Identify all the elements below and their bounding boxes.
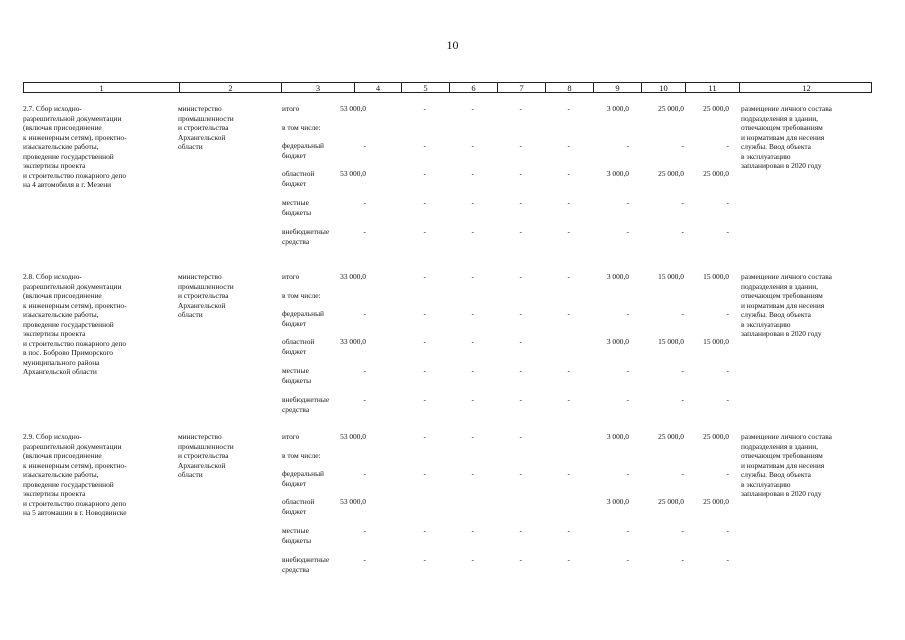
amount-cell: -	[423, 272, 426, 281]
measure-name: 2.8. Сбор исходно- разрешительной документации (включая присоединение к инженерным сетям), проектно- изыскательские работы, проведение государственной экспертизы проекта и строительство пожарного депо в пос. Боброво Приморского муниципального района Архангельской области	[23, 272, 127, 376]
amount-cell: -	[681, 227, 684, 236]
amount-cell: -	[471, 141, 474, 150]
amount-cell: -	[726, 227, 729, 236]
amount-cell: 3 000,0	[606, 272, 629, 281]
amount-cell: -	[626, 395, 629, 404]
amount-cell: -	[519, 555, 522, 564]
amount-cell: -	[519, 526, 522, 535]
amount-cell: -	[423, 309, 426, 318]
amount-cell: 3 000,0	[606, 432, 629, 441]
amount-cell: -	[423, 469, 426, 478]
funding-source-label: местные бюджеты	[282, 366, 312, 385]
amount-cell: -	[726, 395, 729, 404]
funding-source-label: федеральный бюджет	[282, 469, 324, 488]
amount-cell: -	[681, 309, 684, 318]
amount-cell: 25 000,0	[703, 432, 729, 441]
amount-cell: 15 000,0	[703, 337, 729, 346]
amount-cell: -	[423, 227, 426, 236]
amount-cell: -	[726, 555, 729, 564]
amount-cell: -	[726, 309, 729, 318]
amount-cell: 15 000,0	[658, 272, 684, 281]
amount-cell: -	[471, 366, 474, 375]
column-number-6: 6	[449, 83, 497, 92]
amount-cell: -	[519, 198, 522, 207]
amount-cell: -	[567, 272, 570, 281]
amount-cell: -	[423, 169, 426, 178]
funding-source-label: в том числе:	[282, 123, 321, 132]
amount-cell: -	[363, 198, 366, 207]
amount-cell: 25 000,0	[658, 497, 684, 506]
amount-cell: -	[626, 309, 629, 318]
amount-cell: 33 000,0	[340, 337, 366, 346]
amount-cell: -	[471, 337, 474, 346]
amount-cell: -	[471, 198, 474, 207]
amount-cell: -	[363, 526, 366, 535]
funding-source-label: областной бюджет	[282, 169, 315, 188]
funding-source-label: в том числе:	[282, 451, 321, 460]
measure-name: 2.7. Сбор исходно- разрешительной документации (включая присоединение к инженерным сетям), проектно- изыскательские работы, проведение государственной экспертизы проекта и строительство пожарного депо на 4 автомобиля в г. Мезени	[23, 104, 127, 189]
amount-cell: -	[626, 366, 629, 375]
amount-cell: -	[471, 469, 474, 478]
amount-cell: 25 000,0	[703, 104, 729, 113]
expected-result-note: размещение личного состава подразделения в здании, отвечающем требованиям и нормативам для несения службы. Ввод объекта в эксплуатацию запланирован в 2020 году	[741, 104, 832, 170]
amount-cell: 33 000,0	[340, 272, 366, 281]
amount-cell: -	[519, 469, 522, 478]
funding-source-label: областной бюджет	[282, 337, 315, 356]
funding-source-label: внебюджетные средства	[282, 395, 330, 414]
column-number-header	[23, 82, 872, 93]
funding-source-label: внебюджетные средства	[282, 555, 330, 574]
column-number-5: 5	[401, 83, 449, 92]
amount-cell: -	[519, 309, 522, 318]
amount-cell: -	[471, 526, 474, 535]
amount-cell: -	[471, 432, 474, 441]
amount-cell: -	[681, 469, 684, 478]
amount-cell: -	[681, 526, 684, 535]
column-number-4: 4	[354, 83, 401, 92]
column-number-11: 11	[685, 83, 739, 92]
amount-cell: -	[471, 555, 474, 564]
funding-source-label: в том числе:	[282, 291, 321, 300]
amount-cell: -	[519, 141, 522, 150]
funding-source-label: областной бюджет	[282, 497, 315, 516]
amount-cell: -	[471, 227, 474, 236]
amount-cell: -	[567, 309, 570, 318]
amount-cell: -	[519, 366, 522, 375]
amount-cell: -	[519, 104, 522, 113]
amount-cell: -	[626, 198, 629, 207]
amount-cell: -	[423, 141, 426, 150]
amount-cell: 3 000,0	[606, 497, 629, 506]
amount-cell: -	[567, 555, 570, 564]
funding-source-label: итого	[282, 432, 300, 441]
amount-cell: -	[423, 198, 426, 207]
amount-cell: -	[471, 169, 474, 178]
amount-cell: -	[681, 555, 684, 564]
responsible-executor: министерство промышленности и строительства Архангельской области	[178, 432, 234, 479]
amount-cell: -	[423, 337, 426, 346]
column-number-1: 1	[99, 83, 104, 93]
column-number-8: 8	[545, 83, 593, 92]
amount-cell: -	[363, 555, 366, 564]
amount-cell: 25 000,0	[658, 432, 684, 441]
responsible-executor: министерство промышленности и строительства Архангельской области	[178, 104, 234, 151]
amount-cell: -	[363, 366, 366, 375]
amount-cell: 53 000,0	[340, 497, 366, 506]
amount-cell: 25 000,0	[703, 169, 729, 178]
column-number-9: 9	[593, 83, 641, 92]
amount-cell: -	[519, 395, 522, 404]
amount-cell: -	[567, 227, 570, 236]
amount-cell: -	[626, 526, 629, 535]
column-number-12: 12	[739, 83, 873, 92]
amount-cell: -	[567, 395, 570, 404]
amount-cell: 53 000,0	[340, 432, 366, 441]
amount-cell: 3 000,0	[606, 337, 629, 346]
measure-name: 2.9. Сбор исходно- разрешительной документации (включая присоединение к инженерным сетям), проектно- изыскательские работы, проведение государственной экспертизы проекта и строительство пожарного депо на 5 автомашин в г. Новодвинске	[23, 432, 127, 517]
amount-cell: -	[519, 227, 522, 236]
amount-cell: -	[363, 309, 366, 318]
responsible-executor: министерство промышленности и строительства Архангельской области	[178, 272, 234, 319]
expected-result-note: размещение личного состава подразделения в здании, отвечающем требованиям и нормативам для несения службы. Ввод объекта в эксплуатацию запланирован в 2020 году	[741, 272, 832, 338]
amount-cell: -	[567, 169, 570, 178]
amount-cell: -	[363, 227, 366, 236]
amount-cell: -	[363, 469, 366, 478]
amount-cell: -	[567, 526, 570, 535]
amount-cell: -	[519, 272, 522, 281]
funding-source-label: местные бюджеты	[282, 526, 312, 545]
amount-cell: 3 000,0	[606, 104, 629, 113]
amount-cell: -	[423, 432, 426, 441]
amount-cell: -	[519, 432, 522, 441]
column-number-2: 2	[179, 83, 281, 92]
amount-cell: -	[423, 395, 426, 404]
amount-cell: -	[681, 395, 684, 404]
amount-cell: -	[567, 104, 570, 113]
amount-cell: 53 000,0	[340, 169, 366, 178]
amount-cell: -	[726, 469, 729, 478]
amount-cell: -	[423, 104, 426, 113]
amount-cell: -	[626, 555, 629, 564]
funding-source-label: местные бюджеты	[282, 198, 312, 217]
amount-cell: -	[726, 198, 729, 207]
page-number: 10	[446, 38, 459, 52]
funding-source-label: федеральный бюджет	[282, 141, 324, 160]
funding-source-label: итого	[282, 272, 300, 281]
amount-cell: -	[471, 395, 474, 404]
amount-cell: -	[726, 526, 729, 535]
expected-result-note: размещение личного состава подразделения в здании, отвечающем требованиям и нормативам для несения службы. Ввод объекта в эксплуатацию запланирован в 2020 году	[741, 432, 832, 498]
amount-cell: -	[471, 104, 474, 113]
amount-cell: 15 000,0	[658, 337, 684, 346]
amount-cell: -	[726, 141, 729, 150]
amount-cell: -	[567, 141, 570, 150]
amount-cell: 3 000,0	[606, 169, 629, 178]
amount-cell: 53 000,0	[340, 104, 366, 113]
amount-cell: -	[363, 395, 366, 404]
amount-cell: -	[519, 169, 522, 178]
funding-source-label: итого	[282, 104, 300, 113]
amount-cell: -	[423, 555, 426, 564]
amount-cell: 25 000,0	[703, 497, 729, 506]
column-number-10: 10	[641, 83, 685, 92]
amount-cell: -	[681, 198, 684, 207]
amount-cell: -	[423, 366, 426, 375]
amount-cell: 25 000,0	[658, 169, 684, 178]
amount-cell: -	[363, 141, 366, 150]
amount-cell: -	[567, 469, 570, 478]
amount-cell: -	[567, 198, 570, 207]
funding-source-label: федеральный бюджет	[282, 309, 324, 328]
funding-source-label: внебюджетные средства	[282, 227, 330, 246]
amount-cell: -	[567, 366, 570, 375]
amount-cell: -	[626, 227, 629, 236]
amount-cell: -	[471, 272, 474, 281]
amount-cell: -	[423, 526, 426, 535]
column-number-3: 3	[281, 83, 354, 92]
amount-cell: 15 000,0	[703, 272, 729, 281]
amount-cell: -	[471, 309, 474, 318]
amount-cell: -	[726, 366, 729, 375]
amount-cell: -	[681, 366, 684, 375]
amount-cell: -	[626, 141, 629, 150]
amount-cell: -	[519, 337, 522, 346]
amount-cell: -	[626, 469, 629, 478]
amount-cell: 25 000,0	[658, 104, 684, 113]
column-number-7: 7	[497, 83, 545, 92]
amount-cell: -	[681, 141, 684, 150]
